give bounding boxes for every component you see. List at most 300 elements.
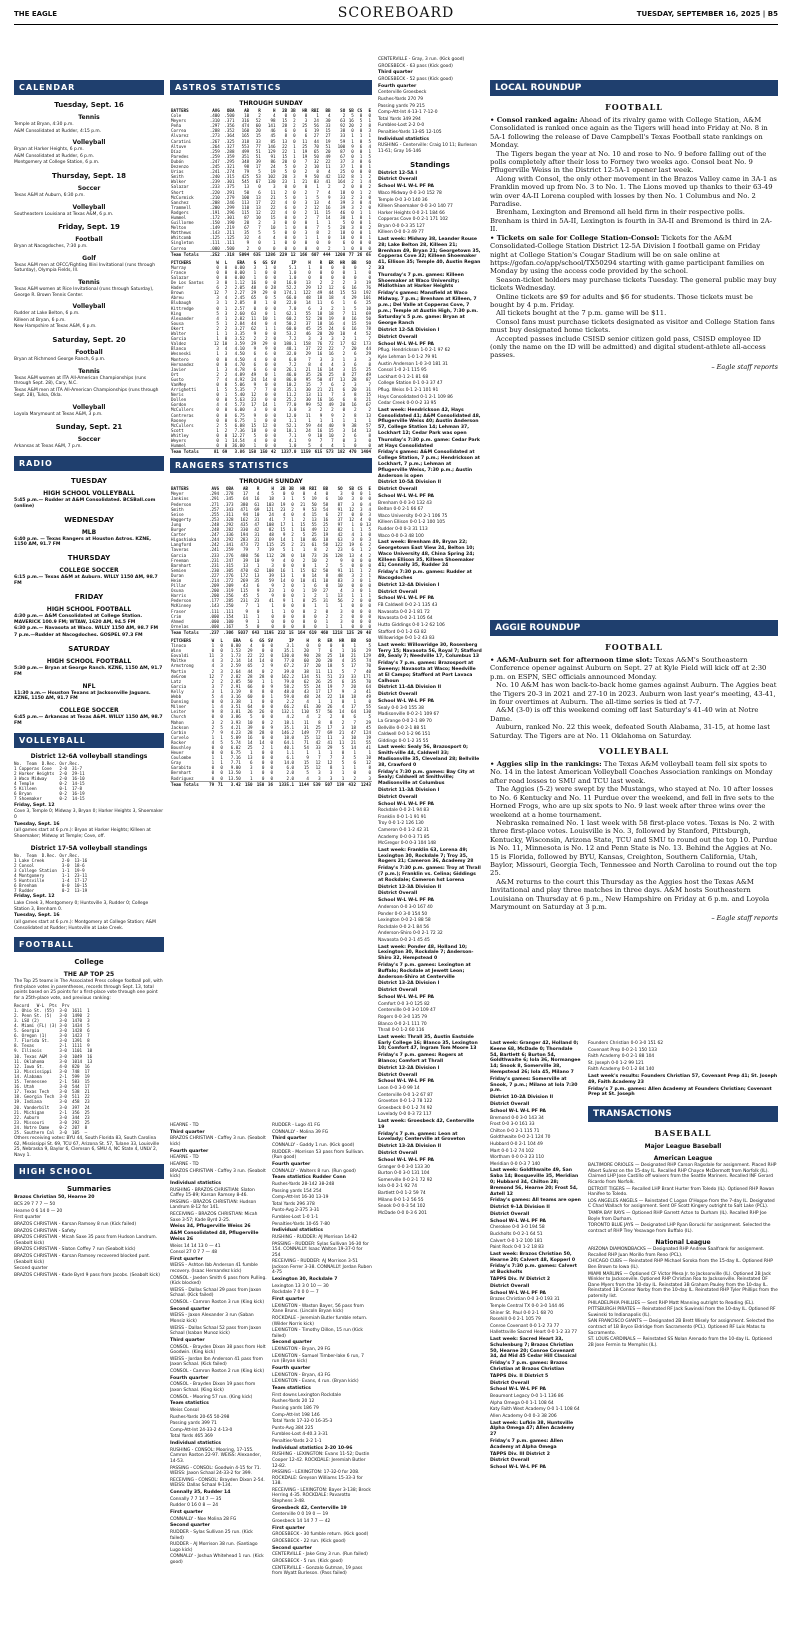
table-cell: 1: [271, 603, 274, 609]
table-cell: 3: [353, 688, 356, 694]
box-heading: District Overall: [490, 1458, 530, 1464]
table-cell: 3.0: [288, 407, 297, 413]
table-cell: 1: [250, 750, 253, 756]
box-line: WEISS - Ashton Ibb Anderson 41 fumble recovery. (Isaac Hernandez kick): [170, 1263, 258, 1275]
table-cell: 2: [211, 678, 215, 684]
box-line: Chilton 0-0 2-1 115 71: [490, 1128, 540, 1134]
table-cell: 14: [247, 658, 253, 664]
table-cell: 1: [359, 527, 363, 533]
table-cell: 6: [342, 397, 346, 403]
table-cell: 28: [247, 673, 253, 679]
table-cell: 0: [224, 269, 228, 275]
table-cell: 17: [315, 688, 321, 694]
table-cell: 0: [270, 765, 273, 771]
column-header: RBI: [311, 108, 319, 113]
table-cell: 0: [261, 750, 265, 756]
table-cell: 0: [265, 412, 268, 418]
table-cell: 0: [284, 245, 288, 251]
table-cell: Whitcomb: [171, 235, 192, 241]
table-cell: 141: [267, 123, 276, 129]
table-cell: 1: [293, 153, 296, 159]
table-cell: 16: [251, 280, 257, 286]
table-cell: 3: [224, 366, 228, 372]
box-line: Punts-Avg 384 225: [272, 1425, 314, 1431]
box-line: WEISS - Dallas Schaal 29 pass from Jaxon Schaal. (Kick failed): [170, 1287, 262, 1299]
table-cell: 13.50: [228, 775, 241, 781]
table-cell: 4: [306, 714, 309, 720]
ap-row: 4. Miami (FL) (3) 3-0 1434 5: [14, 1023, 90, 1028]
table-cell: 0: [271, 613, 274, 619]
box-line: CONSOL - Jaeden Smith 6 pass from Pulling. (Kick blocked): [170, 1275, 267, 1287]
table-cell: 2.84: [234, 320, 245, 326]
aggie-volleyball-story: [490, 760, 778, 911]
table-cell: 6: [331, 381, 334, 387]
table-cell: 50: [365, 315, 371, 321]
table-cell: .288: [224, 148, 235, 154]
table-cell: 35: [350, 658, 356, 664]
aggie-roundup-band: AGGIE ROUNDUP: [490, 620, 778, 636]
table-cell: 3: [342, 361, 346, 367]
box-line: Rogers 0-0 3-0 135 79: [378, 1014, 428, 1020]
hs-line: First quarter: [14, 1215, 41, 1221]
table-cell: 2: [304, 169, 308, 175]
table-cell: 9: [256, 588, 260, 594]
table-cell: .255: [208, 511, 220, 517]
table-cell: 1: [216, 427, 219, 433]
table-cell: 0: [270, 714, 273, 720]
table-cell: 2: [224, 371, 228, 377]
table-cell: 1: [273, 325, 276, 331]
table-cell: Rocker: [171, 739, 187, 745]
table-cell: .111: [209, 240, 220, 246]
table-cell: 8: [342, 315, 346, 321]
box-heading: District Overall: [378, 891, 418, 897]
table-cell: 38: [351, 422, 357, 428]
table-cell: 12: [349, 506, 355, 512]
table-cell: 3: [253, 264, 257, 270]
box-heading: Friday's 7 p.m. games: Brazosport at Sweeny; Navasota at Waco; Needville at El Campo; Stafford at Port Lavaca Calhoun: [378, 661, 476, 684]
table-cell: 55: [305, 310, 311, 316]
story-text: Along with Consol, the only other movement in the Brazos Valley came in 3A-1 as Franklin moved up from No. 3 to No. 1. The Lions moved up thanks to their 63-49 win over 4A-II Lorena coupled with losses by then No. 1 Columbus and No. 2 Paradise.: [490, 174, 777, 209]
table-cell: 52: [255, 118, 261, 124]
table-cell: 0: [261, 683, 265, 689]
table-cell: 91: [337, 506, 343, 512]
box-line: Penalties-Yards 13-85 12-105: [378, 129, 442, 135]
table-cell: 0: [216, 417, 219, 423]
table-cell: 14: [350, 744, 356, 750]
table-cell: 1: [351, 133, 354, 139]
table-cell: 16: [323, 516, 329, 522]
table-cell: 60.0: [286, 325, 297, 331]
table-cell: 0: [341, 714, 345, 720]
table-cell: 4: [368, 199, 371, 205]
table-cell: Armstrong: [171, 663, 194, 669]
table-cell: Team Totals: [170, 449, 211, 455]
table-cell: 4: [282, 511, 286, 517]
box-line: CONSOL - Brayden Dixon 19 pass from Jaxon Schaal. (King kick): [170, 1382, 256, 1393]
calendar-event: Texas A&M men at ITA All-American Championships (runs through Sept. 28), Tulsa, Okla.: [14, 387, 159, 399]
table-cell: 5: [224, 422, 228, 428]
table-cell: .371: [224, 118, 235, 124]
table-cell: 2: [328, 245, 331, 251]
table-cell: 11: [325, 164, 331, 170]
box-line: RUSHING - LEXINGTON: Evans 11-52; Dustin Cooper 12-42. ROCKDALE: Jeremiah Butler 12-82.: [272, 1452, 370, 1469]
standings-row: 3 Waco Midway 2-0 16-10: [14, 776, 85, 782]
table-cell: 10: [222, 341, 228, 347]
box-heading: Fourth quarter: [378, 83, 417, 89]
table-cell: 0: [316, 240, 319, 246]
table-cell: 1: [211, 760, 215, 766]
table-cell: Mahon: [171, 719, 184, 725]
ap-row: 12. Iowa St. 4-0 820 16: [14, 1063, 90, 1069]
story-paragraph: [490, 760, 778, 785]
table-cell: .242: [208, 542, 220, 548]
table-cell: 1: [359, 532, 363, 538]
table-cell: 0: [265, 320, 268, 326]
table-cell: 27: [337, 511, 343, 517]
table-cell: 10: [339, 694, 345, 700]
table-cell: 3.16: [230, 694, 241, 700]
table-cell: 4: [328, 189, 331, 195]
calendar-event: Texas A&M men at OFCC/Fighting Illini Invitational (runs through Saturday), Olympia Fields, Ill.: [14, 262, 155, 274]
table-cell: Gusto: [171, 376, 184, 382]
table-cell: 11: [327, 734, 333, 740]
table-cell: 47: [328, 376, 334, 382]
table-cell: 5: [258, 169, 261, 175]
table-cell: .375: [224, 184, 235, 190]
box-heading: District 12-5A Division I: [378, 328, 440, 334]
table-cell: 7: [253, 387, 257, 393]
table-cell: 48: [363, 629, 372, 635]
table-cell: 6: [353, 760, 356, 766]
table-cell: 101: [363, 295, 371, 301]
box-line: Centerville 0 0 19 0 — 19: [272, 1512, 329, 1518]
table-cell: 1: [216, 366, 219, 372]
box-line: Buckholts 0-0 2-1 64 51: [490, 1232, 543, 1238]
box-heading: Last week: Groesbeck 42, Centerville 19: [378, 1119, 475, 1130]
box-line: RUDDER - Lugo 41 FG: [272, 1123, 321, 1128]
table-cell: 108: [266, 521, 274, 527]
table-cell: 2: [342, 184, 346, 190]
table-cell: 0: [271, 618, 274, 624]
table-cell: 77: [315, 729, 321, 735]
table-cell: 0: [342, 275, 346, 280]
table-cell: 0: [270, 709, 273, 715]
table-cell: 1: [224, 300, 228, 306]
table-cell: .297: [209, 123, 220, 129]
table-cell: 2: [368, 542, 371, 548]
table-cell: 0: [351, 603, 355, 609]
table-cell: 2: [359, 572, 363, 578]
table-cell: 79: [244, 169, 250, 175]
table-cell: 115: [266, 542, 274, 548]
box-heading: School W-L W-L PF PA: [378, 801, 434, 807]
table-cell: 41: [268, 598, 274, 604]
table-cell: 0: [224, 443, 228, 449]
table-cell: 11: [313, 209, 319, 215]
table-cell: 16: [317, 397, 323, 403]
table-cell: 1: [353, 699, 356, 705]
table-cell: 1: [224, 331, 228, 337]
box-heading: School W-L W-L PF PA: [378, 1079, 434, 1085]
table-cell: 172: [240, 572, 248, 578]
table-cell: 0: [302, 613, 306, 619]
table-cell: 19: [311, 496, 317, 502]
radio-day: THURSDAY: [67, 554, 111, 563]
box-heading: Friday's 7 p.m. games: Allen Academy at Founders Christian; Covenant Prep at St. Joseph: [588, 1086, 772, 1098]
table-cell: 182: [335, 449, 346, 455]
box-heading: School W-L W-L PF PA: [378, 898, 434, 904]
table-cell: 15: [328, 427, 334, 433]
table-cell: 3.86: [230, 714, 241, 720]
table-cell: 1.0: [288, 275, 297, 280]
box-line: Hutto Giddings 0-0 1-2 62 106: [378, 623, 445, 629]
table-cell: 1: [351, 527, 355, 533]
column-header: ER: [327, 638, 333, 643]
table-cell: 12: [315, 734, 321, 740]
table-cell: 1: [342, 245, 346, 251]
table-cell: 0: [216, 407, 219, 413]
box-line: HEARNE - TD: [170, 1155, 199, 1161]
box-line: Madisonville 0-0 2-1 109 67: [378, 712, 440, 718]
table-cell: 22: [247, 653, 253, 659]
table-cell: 0: [341, 643, 345, 649]
table-cell: Meyer: [171, 491, 184, 497]
table-cell: 54: [303, 744, 309, 750]
table-cell: 2: [258, 220, 261, 226]
table-cell: .373: [223, 501, 234, 507]
table-cell: 2: [304, 164, 308, 170]
table-cell: 39.0: [283, 668, 295, 674]
table-cell: .267: [209, 138, 220, 144]
table-cell: 1: [340, 603, 343, 609]
table-cell: 2: [368, 567, 371, 573]
box-line: Passing yards 154 254: [272, 1188, 322, 1194]
table-cell: 77.0: [286, 402, 297, 408]
table-cell: 0: [291, 588, 294, 594]
table-cell: 0: [270, 729, 273, 735]
table-cell: .125: [209, 235, 220, 241]
table-cell: 11: [317, 392, 323, 398]
table-cell: 7: [316, 214, 319, 220]
table-cell: 3: [216, 295, 219, 301]
table-cell: 18: [317, 320, 323, 326]
table-cell: 13: [365, 412, 371, 418]
box-line: GROESBECK - 52 pass (Kick good): [378, 76, 453, 82]
table-cell: 14: [280, 577, 286, 583]
table-cell: 0: [224, 397, 228, 403]
table-cell: 66.0: [286, 295, 297, 301]
ap-row: 25. Southern Cal 3-0 105 —: [14, 1129, 88, 1135]
table-cell: 0: [273, 376, 276, 382]
table-cell: 3: [319, 336, 323, 342]
table-cell: Milner: [171, 704, 187, 710]
table-cell: 28: [280, 552, 286, 558]
table-cell: 13: [255, 204, 261, 210]
table-cell: 4: [319, 361, 323, 367]
box-heading: District Overall: [490, 1101, 530, 1107]
table-cell: Arrighetti: [171, 387, 197, 393]
table-cell: 3: [224, 310, 228, 316]
ap-row: 20. Vanderbilt 3-0 397 24: [14, 1104, 90, 1110]
box-heading: District Overall: [490, 1283, 530, 1289]
table-cell: 47: [254, 521, 260, 527]
table-cell: 1: [341, 648, 345, 654]
table-cell: 2: [340, 613, 343, 619]
table-cell: 7.1: [288, 432, 297, 438]
table-cell: 25: [311, 532, 317, 538]
table-cell: 87: [337, 501, 343, 507]
column-header: 2B: [282, 108, 288, 113]
table-cell: 12: [209, 673, 215, 679]
calendar-event: A&M Consolidated at Rudder, 6 p.m.: [14, 153, 95, 159]
table-cell: 20: [255, 128, 261, 134]
box-line: Cameron 0-0 1-2 42 31: [378, 828, 430, 834]
table-cell: 7: [342, 310, 346, 316]
table-cell: 2: [368, 184, 371, 190]
ap-poll: [14, 1003, 164, 1135]
table-cell: Barnhart: [171, 562, 192, 568]
table-cell: 0: [224, 381, 228, 387]
table-cell: McCormick: [171, 194, 194, 200]
column-header: PITCHERS: [171, 638, 192, 643]
box-heading: School W-L W-L PF PA: [378, 493, 434, 499]
table-cell: 0: [261, 724, 265, 730]
table-cell: 8: [353, 397, 357, 403]
table-cell: 15: [325, 209, 331, 215]
table-cell: 1: [351, 593, 355, 599]
table-cell: 9: [265, 346, 268, 352]
table-cell: 21: [317, 387, 323, 393]
box-line: Rosehill 0-0 2-1 105 79: [490, 1317, 541, 1323]
local-story: [490, 116, 778, 360]
table-cell: .278: [223, 491, 234, 497]
table-cell: 1: [302, 547, 306, 553]
box-line: Rushes-Yards 28-142 38-248: [272, 1181, 335, 1187]
box-line: Groesbeck 14 14 7 7 — 42: [272, 1519, 331, 1525]
table-cell: 0.00: [234, 275, 245, 280]
table-cell: 9: [211, 709, 215, 715]
table-cell: 62: [251, 325, 257, 331]
table-cell: 1: [359, 547, 363, 553]
box-heading: Friday's 7 p.m. games: Allen Academy at Alpha Omega: [490, 1438, 564, 1450]
table-cell: 20: [303, 648, 309, 654]
table-cell: 15: [351, 320, 357, 326]
table-cell: 4: [331, 361, 334, 367]
table-cell: 0: [351, 608, 355, 614]
table-cell: 29: [365, 648, 371, 654]
table-cell: 0: [351, 618, 355, 624]
table-cell: 22: [282, 143, 288, 149]
table-cell: .315: [223, 562, 234, 568]
table-cell: 0: [270, 750, 273, 756]
column-header: 3B: [290, 108, 296, 113]
table-cell: Pederson: [171, 501, 192, 507]
table-cell: 0: [224, 417, 228, 423]
table-cell: 115: [240, 588, 248, 594]
column-header: SO: [337, 486, 343, 492]
box-line: Lovelady 0-0 0-3 72 117: [378, 1112, 432, 1118]
table-cell: 6.00: [234, 407, 245, 413]
table-cell: 1: [351, 164, 354, 170]
table-cell: 2: [291, 542, 294, 548]
table-cell: Ahmed: [171, 618, 184, 624]
box-heading: School W-L W-L PF PA: [378, 698, 434, 704]
box-heading: District 13-2A Division II: [378, 1144, 442, 1150]
table-cell: 19: [268, 547, 274, 553]
table-cell: 11: [209, 653, 215, 659]
table-cell: 26: [323, 552, 329, 558]
table-cell: 12: [315, 765, 321, 771]
table-cell: 0: [273, 336, 276, 342]
box-line: LEXINGTON - Evans, 4 run. (Bryan kick): [272, 1379, 359, 1385]
column-header: ERA: [237, 259, 245, 265]
table-cell: 3.86: [228, 449, 245, 455]
table-cell: 11: [251, 315, 257, 321]
table-cell: 0: [273, 356, 276, 362]
table-cell: 0: [342, 438, 346, 443]
table-cell: 0: [308, 275, 311, 280]
table-cell: 1195: [260, 629, 274, 635]
table-cell: 2: [304, 189, 308, 195]
table-cell: 20: [350, 683, 356, 689]
radio-group: MLB: [81, 528, 97, 536]
table-cell: 0: [265, 269, 268, 275]
ap-row: 8. Texas 2-1 1111 9: [14, 1043, 90, 1049]
table-cell: 4: [351, 532, 355, 538]
table-cell: 1: [256, 613, 260, 619]
table-cell: Correa: [171, 128, 187, 134]
table-cell: Weyers: [171, 438, 187, 443]
box-line: Iola 0-0 2-1 92 74: [378, 1184, 417, 1190]
table-cell: 10: [247, 719, 253, 725]
table-cell: 0: [224, 361, 228, 367]
table-cell: 1: [314, 603, 317, 609]
table-cell: 19: [328, 315, 334, 321]
table-cell: 0: [293, 194, 296, 200]
table-cell: Matthews: [171, 230, 192, 236]
box-heading: Last week: Brenham 49, Bryan 22; Georgetown East View 24, Belton 10; Waco University 48, China Spring 24; Killeen Ellison 35, Killeen Shoemaker 41; Connally 35, Rudder 24: [378, 540, 475, 569]
table-cell: 16: [351, 325, 357, 331]
table-cell: 19: [302, 148, 308, 154]
table-cell: 67.2: [283, 663, 295, 669]
table-cell: 2.0: [286, 770, 295, 776]
calendar-event: Bryan at Harker Heights, 6 p.m.: [14, 147, 84, 153]
table-cell: 0: [261, 714, 265, 720]
story-paragraph: [490, 309, 778, 317]
table-cell: 71: [303, 739, 309, 745]
table-cell: 5: [368, 714, 371, 720]
table-cell: 65: [247, 663, 253, 669]
table-cell: 1: [308, 264, 311, 270]
box-heading: Friday's 7 p.m. games: Leon at Lovelady; Centerville at Groveton: [378, 1131, 466, 1143]
table-cell: 0: [211, 648, 215, 654]
table-total-row: [170, 251, 372, 257]
table-cell: 56: [254, 552, 260, 558]
table-cell: 0: [325, 608, 329, 614]
column-header: R: [258, 108, 261, 113]
table-cell: Langford: [171, 542, 192, 548]
table-cell: 1: [353, 336, 357, 342]
table-cell: 74: [365, 658, 371, 664]
table-cell: Altuve: [171, 143, 187, 149]
table-cell: 18: [323, 537, 329, 543]
table-cell: 348: [241, 158, 250, 164]
table-cell: 12: [315, 760, 321, 766]
standings-row: No. Team D.Rec. Ovr.Rec.: [14, 760, 80, 766]
table-cell: 29: [351, 295, 357, 301]
table-cell: 29: [365, 351, 371, 357]
